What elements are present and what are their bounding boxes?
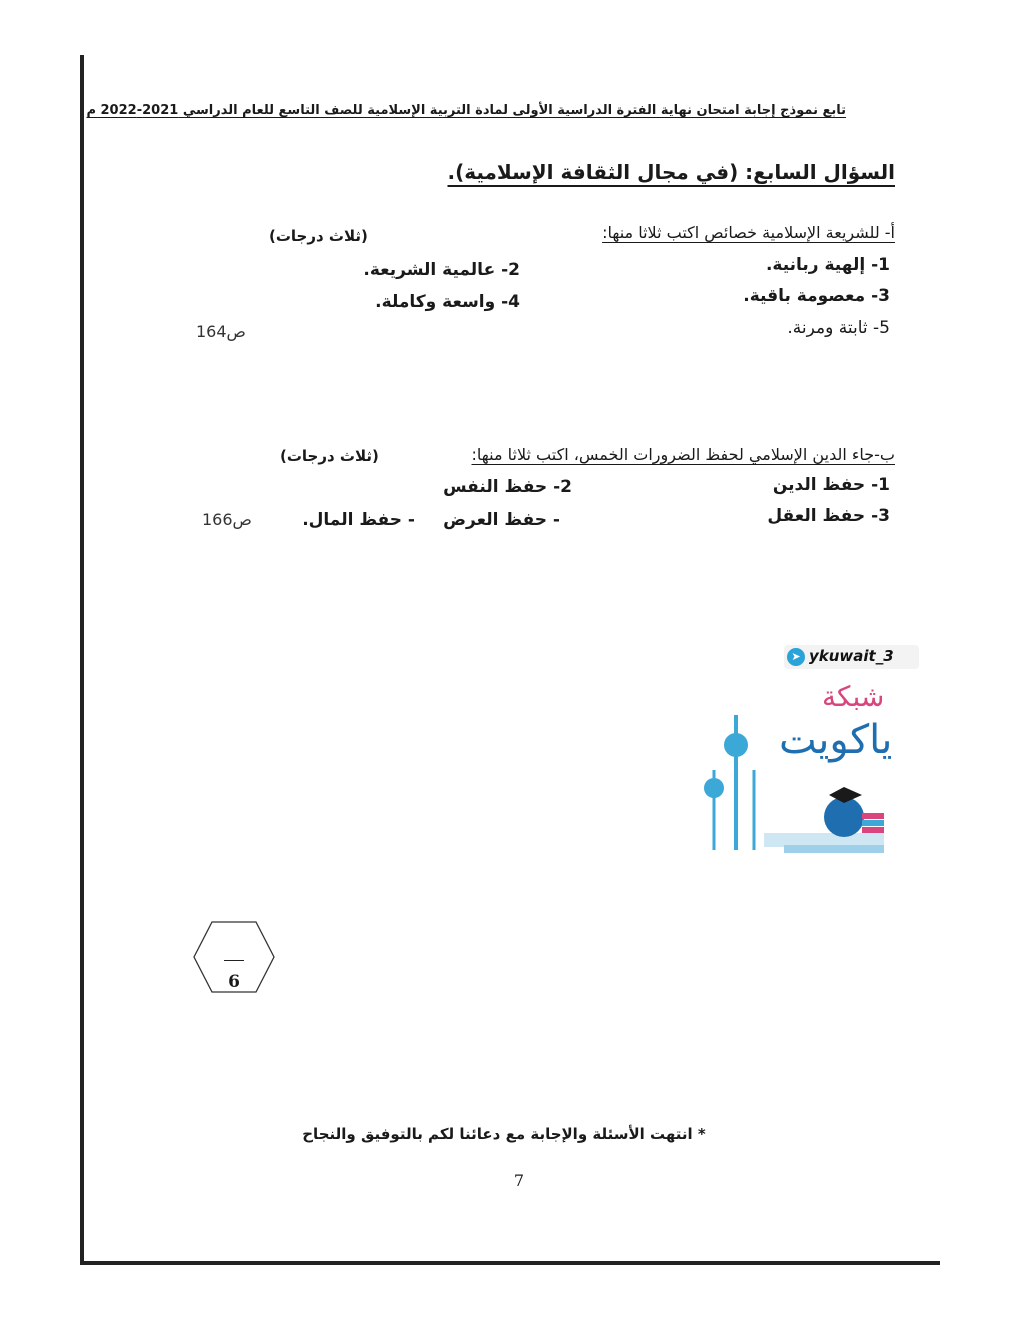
logo-line2: ياكويت: [779, 717, 893, 763]
part-a-item-5: 5- ثابتة ومرنة.: [787, 318, 890, 338]
part-a-page-ref: ص164: [196, 322, 246, 341]
logo-line1: شبكة: [822, 680, 885, 713]
part-b-prompt: ب-جاء الدين الإسلامي لحفظ الضرورات الخمس، اكتب ثلاثا منها:: [471, 445, 895, 464]
part-a-item-3: 3- معصومة باقية.: [743, 286, 890, 306]
score-denominator: 6: [228, 972, 240, 992]
question-title: السؤال السابع: (في مجال الثقافة الإسلامية).: [447, 160, 895, 184]
page-header: تابع نموذج إجابة امتحان نهاية الفترة الدراسية الأولى لمادة التربية الإسلامية للصف التاسع للعام الدراسي 2021-2022 م: [86, 103, 846, 118]
part-b-item-4: - حفظ العرض: [443, 510, 560, 530]
ykuwait-logo: [694, 645, 919, 875]
telegram-icon: ➤: [787, 648, 805, 666]
part-b-item-3: 3- حفظ العقل: [767, 506, 890, 526]
part-a-item-4: 4- واسعة وكاملة.: [375, 292, 520, 312]
exam-page: [80, 55, 940, 1265]
part-a-prompt: أ- للشريعة الإسلامية خصائص اكتب ثلاثا منها:: [602, 223, 895, 242]
part-b-page-ref: ص166: [202, 510, 252, 529]
page-number: 7: [513, 1171, 525, 1190]
part-b-grade: (ثلاث درجات): [280, 447, 379, 465]
part-a-item-2: 2- عالمية الشريعة.: [363, 260, 520, 280]
part-b-item-2: 2- حفظ النفس: [443, 477, 572, 497]
closing-note: * انتهت الأسئلة والإجابة مع دعائنا لكم بالتوفيق والنجاح: [302, 1125, 706, 1143]
score-fraction-line: [224, 960, 244, 961]
part-b-item-5: - حفظ المال.: [302, 510, 415, 530]
part-a-grade: (ثلاث درجات): [269, 227, 368, 245]
logo-handle: ykuwait_3: [809, 647, 894, 665]
part-b-item-1: 1- حفظ الدين: [772, 475, 890, 495]
part-a-item-1: 1- إلهية ربانية.: [765, 255, 890, 275]
